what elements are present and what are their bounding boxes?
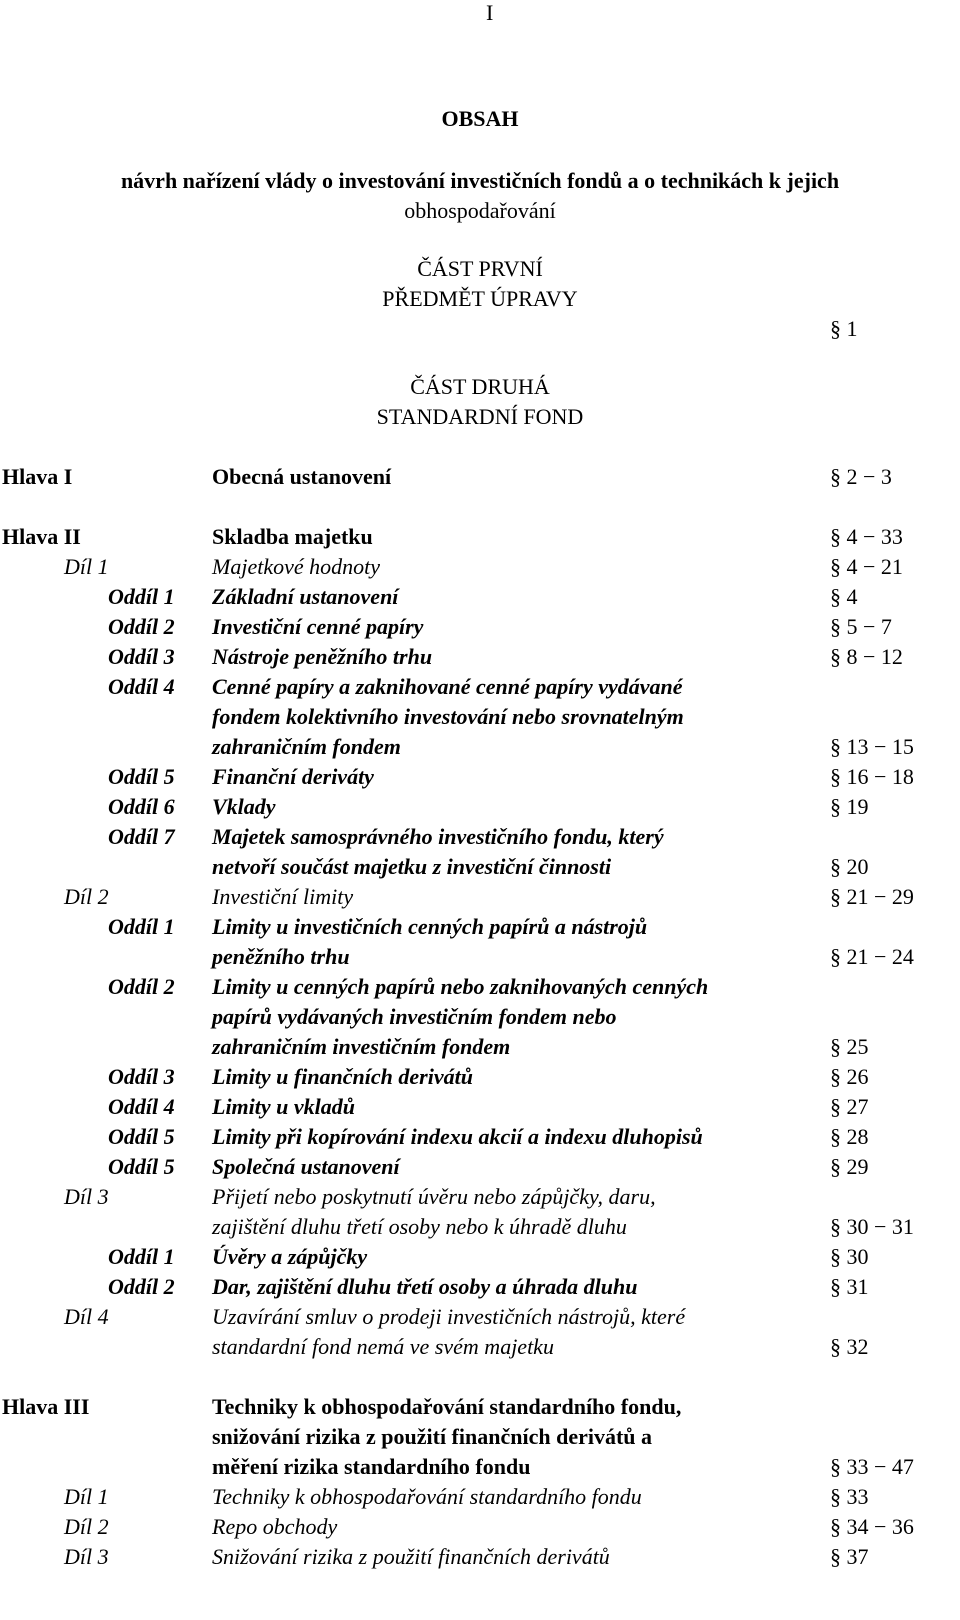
toc-title: Investiční limity [212,884,354,909]
toc-label: Oddíl 4 [108,1094,175,1119]
toc-entry-continuation [0,704,960,734]
toc-label: Díl 2 [64,884,109,909]
toc-entry-continuation [0,734,960,764]
toc-entry-continuation [0,1424,960,1454]
toc-title-line3: zahraničním fondem [212,734,401,759]
toc-entry-continuation [0,1214,960,1244]
part2-subtitle: STANDARDNÍ FOND [376,404,584,429]
toc-section: § 4 [830,584,858,609]
toc-title-line1: Limity u cenných papírů nebo zaknihovaných cenných [212,974,709,999]
toc-section: § 19 [830,794,869,819]
toc-title-line2: papírů vydávaných investičním fondem nebo [212,1004,617,1029]
toc-section: § 33 − 47 [830,1454,914,1479]
toc-entry-continuation [0,1334,960,1364]
toc-entry [0,1514,960,1544]
toc-title: Repo obchody [212,1514,338,1539]
toc-label: Hlava II [2,524,81,549]
toc-title-line1: Cenné papíry a zaknihované cenné papíry vydávané [212,674,683,699]
toc-entry-continuation [0,1454,960,1484]
toc-section: § 37 [830,1544,869,1569]
toc-label: Oddíl 5 [108,1154,175,1179]
part1-title: ČÁST PRVNÍ [417,256,543,281]
toc-label: Oddíl 1 [108,1244,175,1269]
toc-section: § 27 [830,1094,869,1119]
toc-title: Společná ustanovení [212,1154,400,1179]
toc-section: § 32 [830,1334,869,1359]
toc-title-line1: Limity u investičních cenných papírů a nástrojů [212,914,648,939]
toc-section: § 13 − 15 [830,734,914,759]
toc-entry-continuation [0,1004,960,1034]
toc-section: § 30 − 31 [830,1214,914,1239]
toc-entry [0,1184,960,1214]
toc-entry [0,524,960,554]
toc-title-line2: fondem kolektivního investování nebo srovnatelným [212,704,684,729]
toc-section: § 29 [830,1154,869,1179]
toc-section: § 16 − 18 [830,764,914,789]
toc-section: § 20 [830,854,869,879]
toc-label: Oddíl 7 [108,824,175,849]
toc-entry-continuation [0,944,960,974]
toc-label: Díl 2 [64,1514,109,1539]
toc-entry [0,974,960,1004]
toc-title-line3: měření rizika standardního fondu [212,1454,531,1479]
toc-label: Oddíl 5 [108,764,175,789]
toc-title-line2: standardní fond nemá ve svém majetku [212,1334,554,1359]
toc-label: Oddíl 3 [108,1064,175,1089]
toc-section: § 34 − 36 [830,1514,914,1539]
toc-title: Finanční deriváty [212,764,374,789]
toc-entry [0,824,960,854]
page-number: I [486,0,494,25]
toc-section: § 25 [830,1034,869,1059]
part2-title: ČÁST DRUHÁ [410,374,550,399]
toc-section: § 8 − 12 [830,644,903,669]
toc-section: § 26 [830,1064,869,1089]
toc-entry-continuation [0,854,960,884]
toc-label: Díl 3 [64,1544,109,1569]
toc-title: Úvěry a zápůjčky [212,1244,368,1269]
toc-title-line1: Přijetí nebo poskytnutí úvěru nebo zápůjčky, daru, [212,1184,656,1209]
toc-title: Limity u finančních derivátů [212,1064,473,1089]
toc-entry [0,614,960,644]
toc-title: Nástroje peněžního trhu [212,644,433,669]
toc-title-line2: snižování rizika z použití finančních derivátů a [212,1424,653,1449]
toc-section: § 28 [830,1124,869,1149]
toc-section: § 21 − 29 [830,884,914,909]
toc-entry [0,914,960,944]
toc-label: Oddíl 2 [108,974,175,999]
toc-section: § 30 [830,1244,869,1269]
toc-title-line2: zajištění dluhu třetí osoby nebo k úhradě dluhu [212,1214,627,1239]
toc-section: § 21 − 24 [830,944,914,969]
toc-entry [0,884,960,914]
toc-title-line3: zahraničním investičním fondem [212,1034,511,1059]
toc-label: Díl 1 [64,554,109,579]
toc-label: Oddíl 4 [108,674,175,699]
toc-section: § 4 − 33 [830,524,903,549]
toc-entry [0,1394,960,1424]
toc-title: Limity při kopírování indexu akcií a indexu dluhopisů [212,1124,703,1149]
toc-label: Oddíl 5 [108,1124,175,1149]
toc-title-line1: Uzavírání smluv o prodeji investičních nástrojů, které [212,1304,686,1329]
toc-label: Hlava I [2,464,73,489]
toc-entry [0,764,960,794]
toc-entry [0,794,960,824]
toc-section: § 5 − 7 [830,614,892,639]
toc-title: Snižování rizika z použití finančních derivátů [212,1544,610,1569]
toc-entry [0,1274,960,1304]
toc-section: § 2 − 3 [830,464,892,489]
toc-title: Dar, zajištění dluhu třetí osoby a úhrada dluhu [212,1274,638,1299]
toc-title: Obecná ustanovení [212,464,392,489]
toc-section: § 33 [830,1484,869,1509]
part1-section: § 1 [830,316,858,341]
toc-label: Díl 1 [64,1484,109,1509]
toc-entry [0,1304,960,1334]
toc-label: Oddíl 2 [108,614,175,639]
toc-title-line1: Techniky k obhospodařování standardního fondu, [212,1394,682,1419]
toc-entry [0,464,960,494]
toc-title: Vklady [212,794,276,819]
page-heading: OBSAH [441,106,519,131]
toc-title-line2: peněžního trhu [212,944,350,969]
document-subtitle-line2: obhospodařování [404,198,556,223]
toc-entry [0,1124,960,1154]
toc-entry [0,1484,960,1514]
toc-label: Oddíl 1 [108,914,175,939]
toc-entry [0,1064,960,1094]
toc-title: Techniky k obhospodařování standardního fondu [212,1484,642,1509]
toc-label: Oddíl 6 [108,794,175,819]
toc-section: § 31 [830,1274,869,1299]
toc-title: Investiční cenné papíry [212,614,424,639]
toc-entry [0,1094,960,1124]
document-subtitle-line1: návrh nařízení vlády o investování investičních fondů a o technikách k jejich [120,168,840,193]
toc-title-line1: Majetek samosprávného investičního fondu, který [212,824,664,849]
toc-entry [0,644,960,674]
toc-entry [0,554,960,584]
toc-entry [0,674,960,704]
toc-title: Majetkové hodnoty [212,554,380,579]
toc-entry [0,1244,960,1274]
toc-section: § 4 − 21 [830,554,903,579]
toc-title-line2: netvoří součást majetku z investiční činnosti [212,854,612,879]
toc-entry-continuation [0,1034,960,1064]
toc-entry [0,584,960,614]
toc-title: Skladba majetku [212,524,373,549]
toc-label: Díl 3 [64,1184,109,1209]
toc-label: Oddíl 2 [108,1274,175,1299]
toc-entry [0,1154,960,1184]
toc-title: Limity u vkladů [212,1094,355,1119]
toc-label: Hlava III [2,1394,90,1419]
toc-label: Díl 4 [64,1304,109,1329]
toc-title: Základní ustanovení [212,584,399,609]
part1-subtitle: PŘEDMĚT ÚPRAVY [382,286,578,311]
toc-entry [0,1544,960,1574]
toc-label: Oddíl 1 [108,584,175,609]
toc-label: Oddíl 3 [108,644,175,669]
